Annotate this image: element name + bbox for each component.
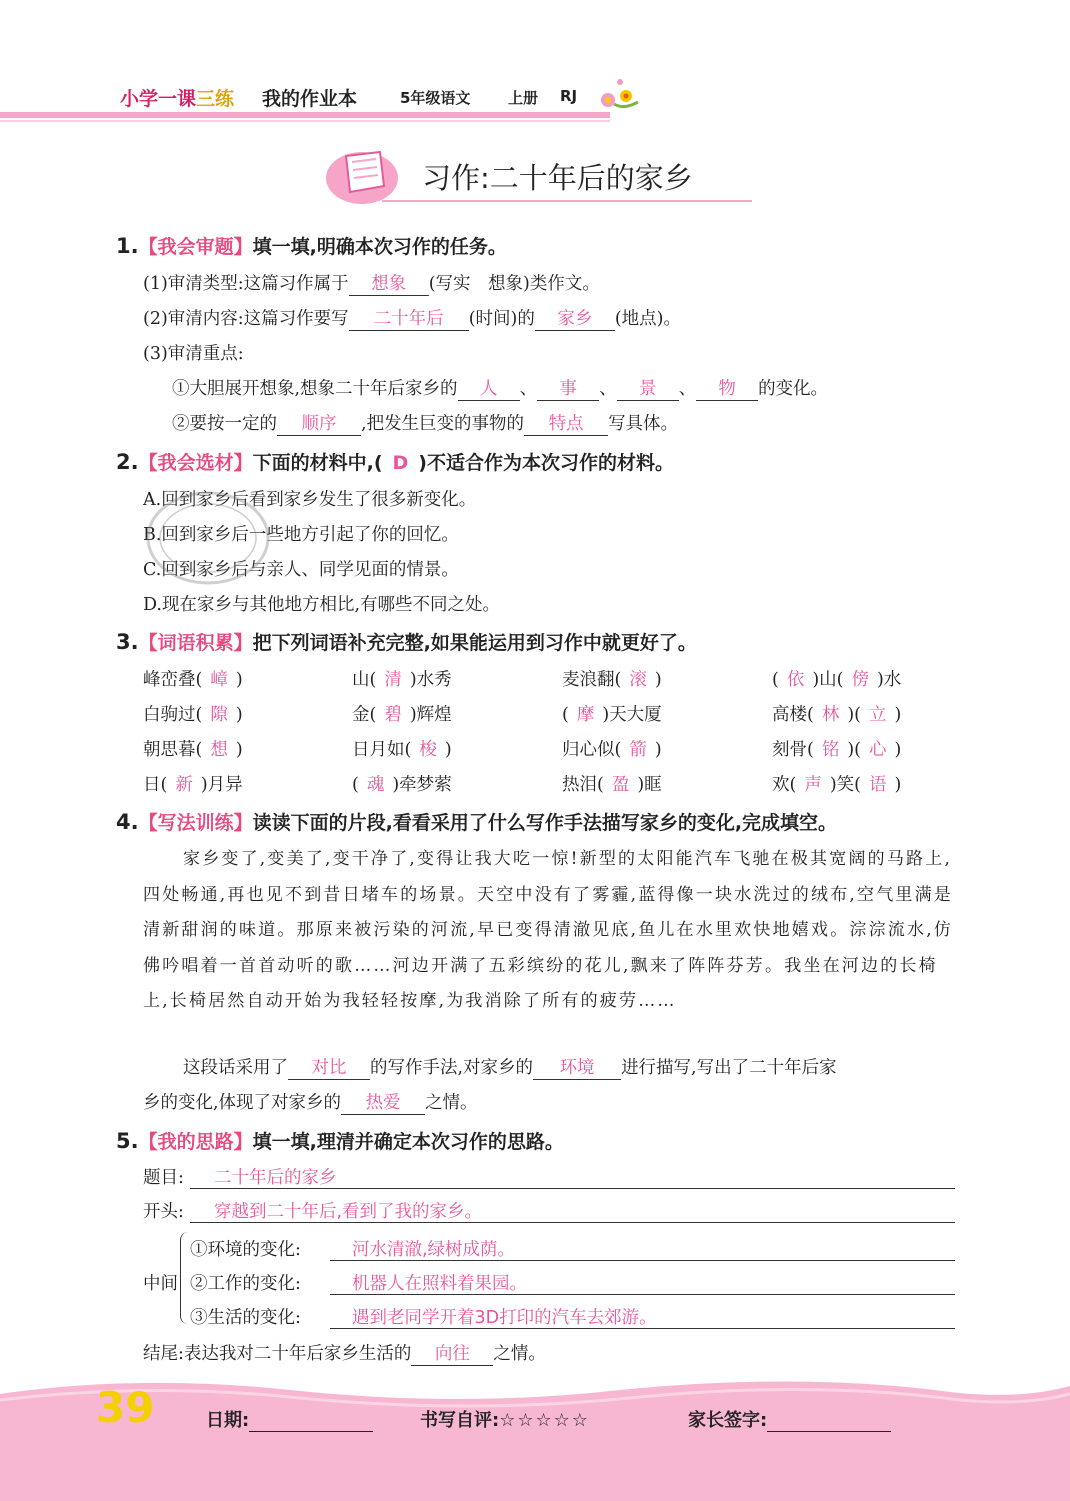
q1-l1a: (1)审清类型:这篇习作属于: [143, 274, 349, 294]
sign-label: 家长签字:: [688, 1410, 768, 1431]
q1-l5a: ②要按一定的: [172, 414, 277, 434]
word-answer: 摩: [576, 705, 595, 725]
word-text: ): [654, 670, 662, 690]
q1-l5c: 写具体。: [608, 414, 679, 434]
word-text: 山(: [352, 670, 377, 690]
q3-number: 3.: [116, 630, 139, 654]
word-text: )牵梦萦: [392, 775, 452, 795]
word-item: [143, 666, 243, 691]
q2-option-d: D.现在家乡与其他地方相比,有哪些不同之处。: [143, 595, 501, 615]
word-text: ): [654, 740, 662, 760]
word-text: ): [894, 740, 902, 760]
word-text: 日(: [143, 775, 168, 795]
topic-answer: 二十年后的家乡: [214, 1168, 337, 1188]
eval-label: 书写自评:: [420, 1410, 500, 1431]
word-item: [352, 666, 452, 691]
word-answer: 碧: [384, 705, 402, 725]
series-name: [120, 84, 234, 111]
word-answer: 清: [384, 670, 402, 690]
word-answer: 箭: [629, 740, 647, 760]
word-text: )天大厦: [602, 705, 662, 725]
m3-label: ③生活的变化:: [190, 1308, 301, 1328]
answer-blank: 顺序: [277, 410, 361, 436]
middle-label: 中间: [143, 1274, 178, 1294]
q4-fill-line2: [143, 1089, 478, 1115]
q5-heading: [116, 1127, 564, 1154]
edition: RJ: [560, 87, 578, 105]
answer-blank: 物: [696, 375, 758, 401]
word-text: 热泪(: [562, 775, 604, 795]
q2-answer: D: [392, 452, 409, 474]
q5-text: 填一填,理清并确定本次习作的思路。: [252, 1131, 564, 1153]
word-answer: 魂: [366, 775, 385, 795]
q4-fc: 进行描写,写出了二十年后家: [621, 1058, 837, 1078]
word-item: [772, 771, 901, 796]
q4-fe: 之情。: [425, 1093, 478, 1113]
word-text: )(: [847, 740, 861, 760]
footer-band: [0, 1372, 1070, 1501]
answer-blank: 特点: [524, 410, 608, 436]
word-item: [562, 771, 662, 796]
word-text: 峰峦叠(: [143, 670, 203, 690]
q4-fill-line1: [183, 1054, 837, 1080]
q1-number: 1.: [116, 234, 139, 258]
q1-l2b: (时间)的: [468, 309, 535, 329]
q1-line5: [172, 410, 678, 436]
m2-label: ②工作的变化:: [190, 1274, 301, 1294]
separator: 、: [678, 379, 697, 399]
q4-fd: 乡的变化,体现了对家乡的: [143, 1093, 342, 1113]
answer-blank: 向往: [411, 1340, 493, 1366]
word-text: 白驹过(: [143, 705, 203, 725]
word-item: [352, 771, 452, 796]
q4-heading: [116, 808, 837, 835]
q2-heading: [116, 448, 674, 475]
m2-underline: [330, 1294, 955, 1295]
date-label: 日期:: [206, 1410, 250, 1431]
q4-tag: 【写法训练】: [138, 812, 253, 834]
q2-number: 2.: [116, 450, 139, 474]
q1-l1b: (写实 想象)类作文。: [428, 274, 600, 294]
page-number: 39: [96, 1383, 155, 1432]
q3-heading: [116, 628, 697, 655]
title-block: [322, 140, 752, 210]
word-item: [143, 771, 243, 796]
word-text: )山(: [812, 670, 844, 690]
word-text: )眶: [637, 775, 662, 795]
q1-heading: [116, 232, 507, 259]
q4-text: 读读下面的片段,看看采用了什么写作手法描写家乡的变化,完成填空。: [252, 812, 838, 834]
topic-underline: [190, 1188, 955, 1189]
header-bar-thin: [0, 120, 610, 122]
answer-blank: 二十年后: [349, 305, 469, 331]
word-text: ): [235, 705, 243, 725]
book-name: 我的作业本: [262, 88, 358, 110]
separator: 、: [599, 379, 617, 399]
term: 上册: [508, 89, 539, 107]
end-line: [143, 1340, 546, 1366]
start-underline: [190, 1222, 955, 1223]
header-bar: [0, 112, 610, 118]
word-answer: 铭: [821, 740, 840, 760]
page-title: 习作:二十年后的家乡: [422, 161, 693, 195]
q1-line1: [143, 270, 600, 296]
q2-text1: 下面的材料中,(: [252, 452, 383, 474]
answer-blank: 事: [537, 375, 599, 401]
word-text: (: [562, 705, 569, 725]
word-answer: 新: [175, 775, 193, 795]
word-answer: 立: [868, 705, 887, 725]
q4-fb: 的写作手法,对家乡的: [370, 1058, 534, 1078]
word-item: [562, 736, 662, 761]
word-text: (: [772, 670, 779, 690]
word-answer: 依: [786, 670, 805, 690]
m1-label: ①环境的变化:: [190, 1240, 301, 1260]
word-text: ): [894, 705, 902, 725]
word-text: )(: [847, 705, 861, 725]
m1-underline: [330, 1260, 955, 1261]
word-item: [352, 736, 452, 761]
word-text: 归心似(: [562, 740, 622, 760]
q1-l4a: ①大胆展开想象,想象二十年后家乡的: [172, 379, 458, 399]
word-text: )辉煌: [409, 705, 452, 725]
word-answer: 梭: [419, 740, 437, 760]
q2-text2: )不适合作为本次习作的材料。: [418, 452, 674, 474]
m1-answer: 河水清澈,绿树成荫。: [352, 1240, 516, 1260]
q1-text: 填一填,明确本次习作的任务。: [252, 236, 507, 258]
start-label: 开头:: [143, 1202, 184, 1222]
q1-line4: [172, 375, 828, 401]
word-text: ): [235, 740, 243, 760]
q5-number: 5.: [116, 1129, 139, 1153]
q4-number: 4.: [116, 810, 139, 834]
word-answer: 语: [868, 775, 887, 795]
m2-answer: 机器人在照料着果园。: [352, 1274, 527, 1294]
answer-blank: 对比: [288, 1054, 370, 1080]
flower-icon: [594, 74, 644, 114]
answer-blank: 想象: [349, 270, 429, 296]
word-text: 欢(: [772, 775, 797, 795]
word-item: [772, 736, 901, 761]
end-b: 之情。: [493, 1344, 546, 1364]
word-item: [562, 701, 662, 726]
answer-blank: 热爱: [341, 1089, 425, 1115]
q1-line3: (3)审清重点:: [143, 344, 244, 364]
word-text: )笑(: [829, 775, 861, 795]
word-answer: 心: [868, 740, 887, 760]
q5-tag: 【我的思路】: [138, 1131, 253, 1153]
word-text: ): [444, 740, 452, 760]
end-a: 结尾:表达我对二十年后家乡生活的: [143, 1344, 412, 1364]
word-text: ): [894, 775, 902, 795]
q2-tag: 【我会选材】: [138, 452, 253, 474]
word-answer: 想: [210, 740, 228, 760]
word-answer: 傍: [851, 670, 869, 690]
q2-option-c: C.回到家乡后与亲人、同学见面的情景。: [143, 560, 459, 580]
word-answer: 林: [821, 705, 840, 725]
grade-subject: 5年级语文: [400, 89, 471, 107]
word-answer: 滚: [629, 670, 647, 690]
word-text: ): [235, 670, 243, 690]
word-answer: 声: [804, 775, 822, 795]
self-eval: [420, 1406, 590, 1432]
q4-passage: 家乡变了,变美了,变干净了,变得让我大吃一惊!新型的太阳能汽车飞驰在极其宽阔的马路上,四处畅通,再也见不到昔日堵车的场景。天空中没有了雾霾,蓝得像一块水洗过的绒布,空气里满是清新甜润的味道。那原来被污染的河流,早已变得清澈见底,鱼儿在水里欢快地嬉戏。淙淙流水,仿佛吟唱着一首首动听的歌……河边开满了五彩缤纷的花儿,飘来了阵阵芬芳。我坐在河边的长椅上,长椅居然自动开始为我轻轻按摩,为我消除了所有的疲劳……: [143, 849, 954, 1011]
topic-label: 题目:: [143, 1168, 184, 1188]
word-text: )水: [876, 670, 902, 690]
word-text: 金(: [352, 705, 377, 725]
word-item: [562, 666, 662, 691]
series-part2: 三练: [196, 88, 235, 110]
word-answer: 盈: [611, 775, 630, 795]
word-text: (: [352, 775, 359, 795]
q1-l5b: ,把发生巨变的事物的: [361, 414, 525, 434]
q1-line2: [143, 305, 681, 331]
q1-l4b: 的变化。: [758, 379, 829, 399]
q3-tag: 【词语积累】: [138, 632, 253, 654]
word-item: [772, 701, 901, 726]
word-item: [352, 701, 452, 726]
word-text: 高楼(: [772, 705, 814, 725]
q4-fa: 这段话采用了: [183, 1058, 288, 1078]
word-item: [772, 666, 901, 691]
m3-answer: 遇到老同学开着3D打印的汽车去郊游。: [352, 1308, 657, 1328]
word-answer: 隙: [210, 705, 228, 725]
answer-blank: 环境: [533, 1054, 621, 1080]
m3-underline: [330, 1328, 955, 1329]
word-text: 刻骨(: [772, 740, 814, 760]
q2-option-b: B.回到家乡后一些地方引起了你的回忆。: [143, 525, 459, 545]
word-text: 朝思暮(: [143, 740, 203, 760]
word-text: 日月如(: [352, 740, 412, 760]
stamp-watermark: [143, 488, 273, 588]
word-item: [143, 701, 243, 726]
answer-blank: 人: [458, 375, 520, 401]
word-text: )水秀: [409, 670, 452, 690]
word-item: [143, 736, 243, 761]
title-underline: [382, 200, 752, 202]
start-answer: 穿越到二十年后,看到了我的家乡。: [214, 1202, 483, 1222]
answer-blank: 景: [617, 375, 679, 401]
q2-option-a: A.回到家乡后看到家乡发生了很多新变化。: [143, 490, 477, 510]
q3-text: 把下列词语补充完整,如果能运用到习作中就更好了。: [252, 632, 697, 654]
word-text: )月异: [200, 775, 243, 795]
notebook-icon: [322, 140, 402, 206]
star-rating: ☆☆☆☆☆: [499, 1410, 590, 1431]
answer-blank: 家乡: [535, 305, 615, 331]
separator: 、: [519, 379, 538, 399]
word-text: 麦浪翻(: [562, 670, 622, 690]
date-field: [206, 1406, 373, 1432]
word-answer: 嶂: [210, 670, 228, 690]
series-part1: 小学一课: [120, 88, 197, 110]
parent-sign: [688, 1406, 891, 1432]
q1-l2c: (地点)。: [614, 309, 681, 329]
q1-tag: 【我会审题】: [138, 236, 253, 258]
q1-l2a: (2)审清内容:这篇习作要写: [143, 309, 349, 329]
